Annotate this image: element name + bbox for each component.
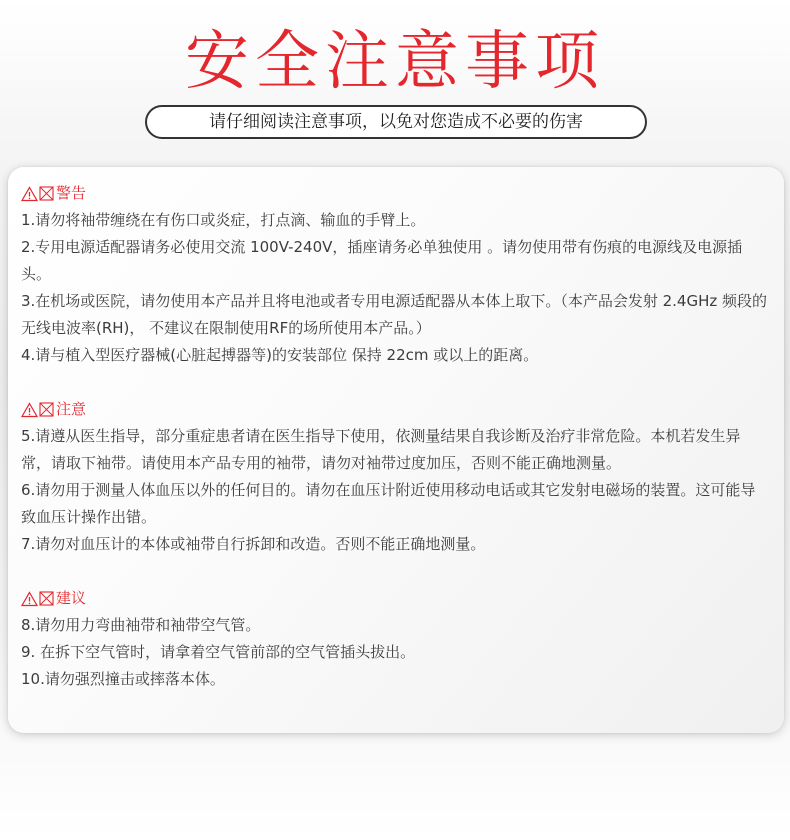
warning-triangle-icon: [21, 591, 38, 607]
list-item: 5.请遵从医生指导，部分重症患者请在医生指导下使用，依测量结果自我诊断及治疗非常危险。本机若发生异常，请取下袖带。请使用本产品专用的袖带，请勿对袖带过度加压，否则不能正确地测量。: [21, 427, 741, 472]
list-item: 3.在机场或医院，请勿使用本产品并且将电池或者专用电源适配器从本体上取下。（本产品会发射 2.4GHz 频段的无线电波率(RH)， 不建议在限制使用RF的场所使用本产品。）: [21, 292, 767, 337]
list-item: 8.请勿用力弯曲袖带和袖带空气管。: [21, 616, 261, 634]
warning-triangle-icon: [21, 402, 38, 418]
section-heading: [21, 585, 769, 612]
page-title: 安全注意事项: [185, 25, 605, 99]
warning-triangle-icon: [21, 186, 38, 202]
section-heading: [21, 180, 769, 207]
section-caution: [21, 396, 769, 558]
section-title: 建议: [56, 589, 87, 607]
list-item: 1.请勿将袖带缠绕在有伤口或炎症，打点滴、输血的手臂上。: [21, 211, 426, 229]
missing-glyph-icon: [39, 591, 54, 606]
list-item: 10.请勿强烈撞击或摔落本体。: [21, 670, 225, 688]
list-item: 7.请勿对血压计的本体或袖带自行拆卸和改造。否则不能正确地测量。: [21, 535, 486, 553]
notice-content: [21, 180, 769, 693]
list-item: 9. 在拆下空气管时，请拿着空气管前部的空气管插头拔出。: [21, 643, 416, 661]
list-item: 2.专用电源适配器请务必使用交流 100V-240V，插座请务必单独使用 。请勿使用带有伤痕的电源线及电源插头。: [21, 238, 743, 283]
section-warning: [21, 180, 769, 369]
missing-glyph-icon: [39, 186, 54, 201]
subtitle-banner: 请仔细阅读注意事项，以免对您造成不必要的伤害: [145, 105, 647, 139]
section-title: 注意: [56, 400, 87, 418]
section-advice: [21, 585, 769, 693]
section-heading: [21, 396, 769, 423]
missing-glyph-icon: [39, 402, 54, 417]
section-title: 警告: [56, 184, 87, 202]
list-item: 6.请勿用于测量人体血压以外的任何目的。请勿在血压计附近使用移动电话或其它发射电磁场的装置。这可能导致血压计操作出错。: [21, 481, 756, 526]
list-item: 4.请与植入型医疗器械(心脏起搏器等)的安装部位 保持 22cm 或以上的距离。: [21, 346, 539, 364]
